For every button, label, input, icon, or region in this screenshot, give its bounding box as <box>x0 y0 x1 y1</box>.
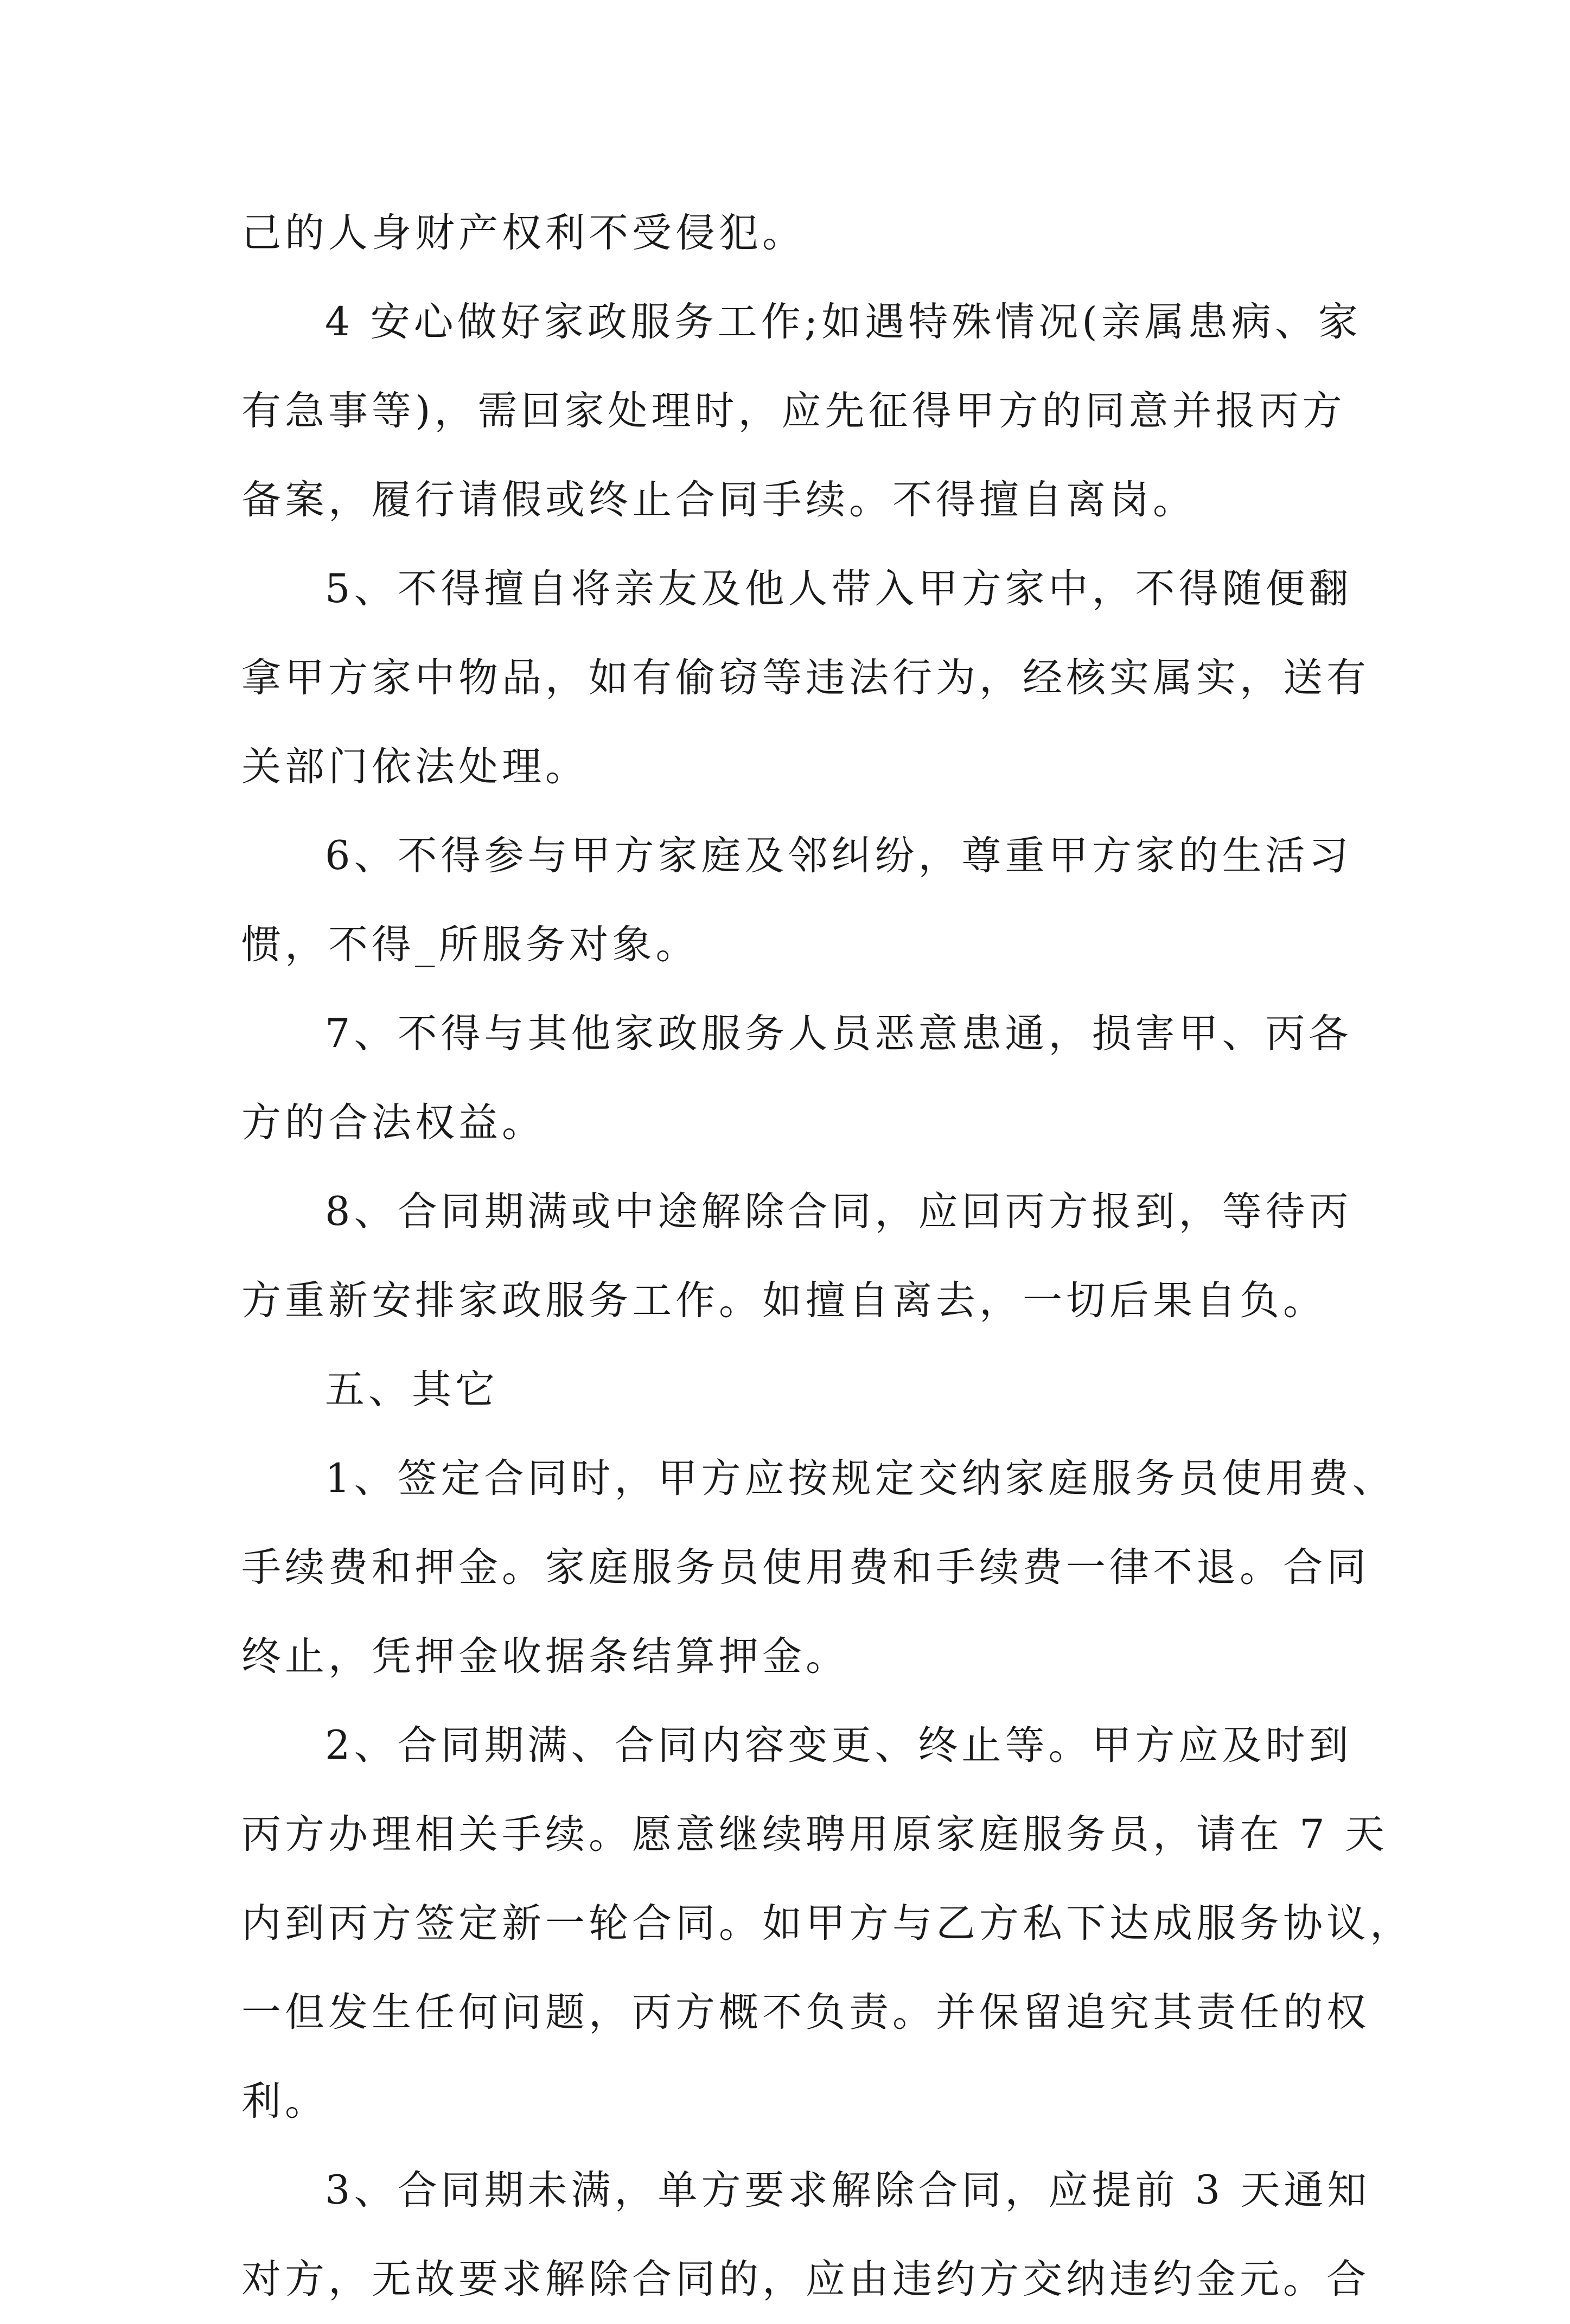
text-line: 有急事等)，需回家处理时，应先征得甲方的同意并报丙方 <box>241 388 1346 434</box>
document-body <box>241 189 1413 2324</box>
text-line: 内到丙方签定新一轮合同。如甲方与乙方私下达成服务协议， <box>241 1900 1413 1946</box>
text-line: 3、合同期未满，单方要求解除合同，应提前 3 天通知 <box>325 2167 1371 2213</box>
text-line: 惯，不得_所服务对象。 <box>241 922 699 968</box>
text-line: 关部门依法处理。 <box>241 744 589 790</box>
text-line: 丙方办理相关手续。愿意继续聘用原家庭服务员，请在 7 天 <box>241 1811 1388 1857</box>
text-line: 己的人身财产权利不受侵犯。 <box>241 210 806 256</box>
text-line: 2、合同期满、合同内容变更、终止等。甲方应及时到 <box>325 1722 1352 1768</box>
text-line: 对方，无故要求解除合同的，应由违约方交纳违约金元。合 <box>241 2256 1370 2302</box>
text-line: 1、签定合同时，甲方应按规定交纳家庭服务员使用费、 <box>325 1455 1396 1502</box>
text-line: 方的合法权益。 <box>241 1100 545 1146</box>
text-line: 8、合同期满或中途解除合同，应回丙方报到，等待丙 <box>325 1189 1352 1235</box>
text-line: 备案，履行请假或终止合同手续。不得擅自离岗。 <box>241 477 1196 523</box>
text-line: 拿甲方家中物品，如有偷窃等违法行为，经核实属实，送有 <box>241 655 1370 701</box>
section-heading: 五、其它 <box>325 1367 499 1413</box>
text-line: 4 安心做好家政服务工作;如遇特殊情况(亲属患病、家 <box>325 299 1362 345</box>
text-line: 7、不得与其他家政服务人员恶意患通，损害甲、丙各 <box>325 1011 1352 1057</box>
text-line: 利。 <box>241 2078 328 2124</box>
text-line: 方重新安排家政服务工作。如擅自离去，一切后果自负。 <box>241 1278 1326 1324</box>
text-line: 5、不得擅自将亲友及他人带入甲方家中，不得随便翻 <box>325 566 1352 612</box>
text-line: 手续费和押金。家庭服务员使用费和手续费一律不退。合同 <box>241 1544 1370 1591</box>
text-line: 一但发生任何问题，丙方概不负责。并保留追究其责任的权 <box>241 1989 1370 2035</box>
text-line: 6、不得参与甲方家庭及邻纠纷，尊重甲方家的生活习 <box>325 833 1352 879</box>
text-line: 终止，凭押金收据条结算押金。 <box>241 1633 849 1680</box>
